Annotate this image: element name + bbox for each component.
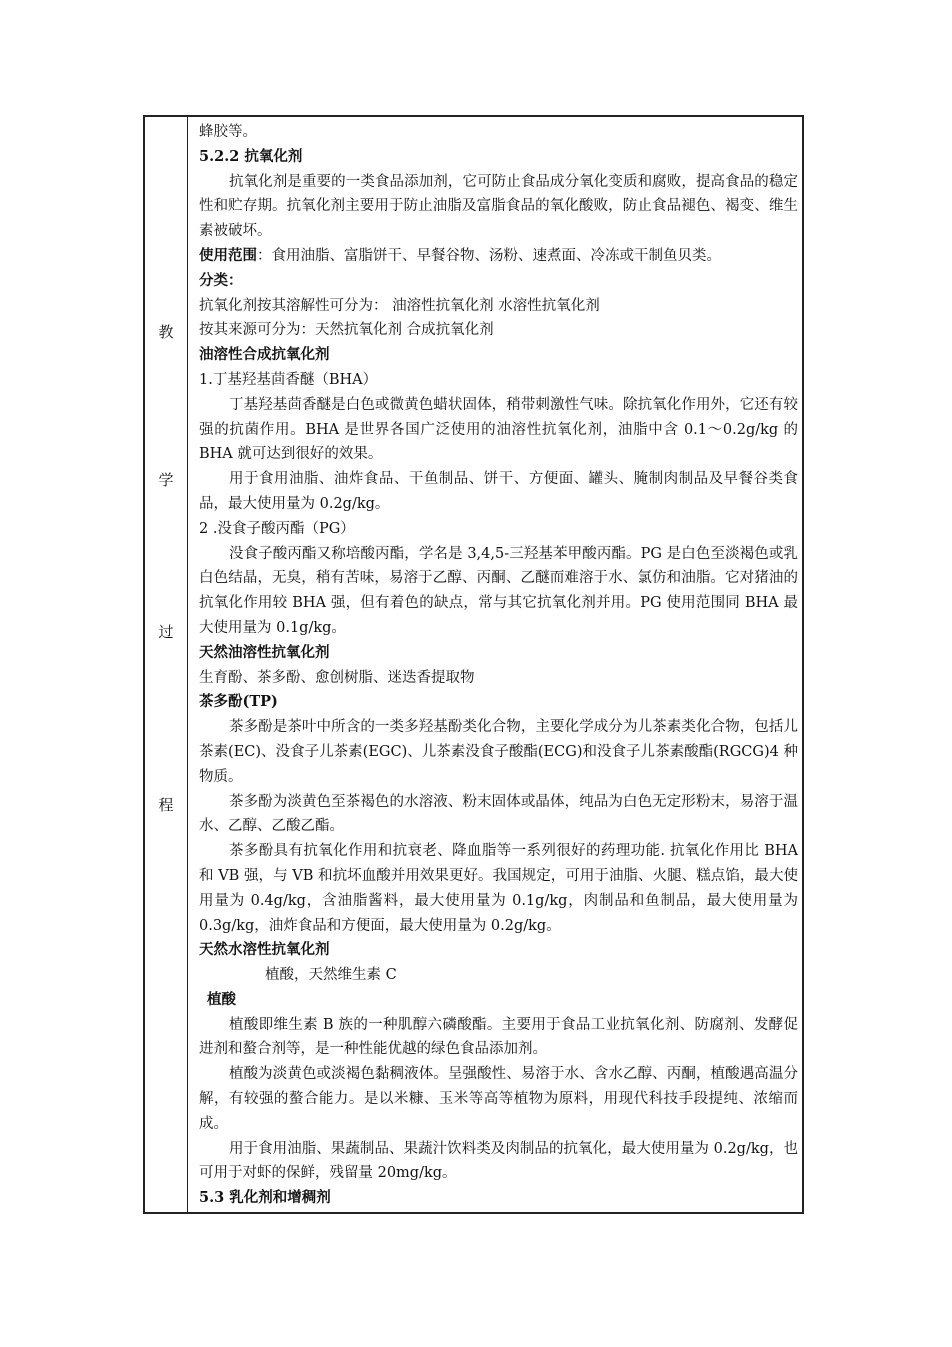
paragraph: 没食子酸丙酯又称培酸丙酯，学名是 3,4,5-三羟基苯甲酸丙酯。PG 是白色至淡褐色或乳白色结晶，无臭，稍有苦味，易溶于乙醇、丙酮、乙醚而难溶于水、氯仿和油脂。它对猪油的抗氧化作用较 BHA 强，但有着色的缺点，常与其它抗氧化剂并用。PG 使用范围同 BHA 最大使用量为 0.1g/kg。: [199, 545, 798, 636]
section-heading: 5.2.2 抗氧化剂: [199, 147, 303, 165]
section-heading: 植酸: [207, 990, 236, 1008]
text-line: 按其来源可分为：天然抗氧化剂 合成抗氧化剂: [199, 322, 494, 339]
lesson-content: [188, 117, 802, 1212]
text-line: 生育酚、茶多酚、愈创树脂、迷迭香提取物: [199, 669, 475, 686]
paragraph: 茶多酚为淡黄色至茶褐色的水溶液、粉末固体或晶体，纯品为白色无定形粉末，易溶于温水、乙醇、乙酸乙酯。: [199, 793, 798, 835]
side-label-cheng: 程: [158, 796, 174, 814]
section-heading: 天然水溶性抗氧化剂: [199, 941, 330, 959]
section-heading: 5.3 乳化剂和增稠剂: [199, 1189, 331, 1207]
paragraph: 用于食用油脂、油炸食品、干鱼制品、饼干、方便面、罐头、腌制肉制品及早餐谷类食品，最大使用量为 0.2g/kg。: [199, 471, 798, 512]
side-label-jiao: 教: [158, 323, 174, 341]
text-line: 蜂胶等。: [199, 124, 257, 140]
paragraph: 抗氧化剂是重要的一类食品添加剂，它可防止食品成分氧化变质和腐败，提高食品的稳定性和贮存期。抗氧化剂主要用于防止油脂及富脂食品的氧化酸败，防止食品褪色、褐变、维生素被破坏。: [199, 173, 798, 240]
paragraph: 用于食用油脂、果蔬制品、果蔬汁饮料类及肉制品的抗氧化，最大使用量为 0.2g/kg，也可用于对虾的保鲜，残留量 20mg/kg。: [199, 1140, 798, 1182]
paragraph: 丁基羟基茴香醚是白色或微黄色蜡状固体，稍带刺激性气味。除抗氧化作用外，它还有较强的抗菌作用。BHA 是世界各国广泛使用的油溶性抗氧化剂，油脂中含 0.1～0.2g/kg 的 BHA 就可达到很好的效果。: [199, 396, 798, 463]
side-label-guo: 过: [158, 623, 174, 641]
text-line: 2 .没食子酸丙酯（PG）: [199, 520, 355, 537]
section-heading: 油溶性合成抗氧化剂: [199, 346, 330, 364]
lesson-table: [143, 115, 804, 1214]
text-line: 抗氧化剂按其溶解性可分为： 油溶性抗氧化剂 水溶性抗氧化剂: [199, 297, 600, 314]
paragraph: 茶多酚是茶叶中所含的一类多羟基酚类化合物，主要化学成分为儿茶素类化合物，包括儿茶素(EC)、没食子儿茶素(EGC)、儿茶素没食子酸酯(ECG)和没食子儿茶素酸酯(RGCG)4 种物质。: [199, 719, 798, 785]
usage-range-label: 使用范围: [199, 246, 257, 264]
paragraph: 茶多酚具有抗氧化作用和抗衰老、降血脂等一系列很好的药理功能. 抗氧化作用比 BHA 和 VB 强，与 VB 和抗坏血酸并用效果更好。我国规定，可用于油脂、火腿、糕点馅，最大使用量为 0.4g/kg，含油脂酱料，最大使用量为 0.1g/kg，肉制品和鱼制品，最大使用量为 0.3g/kg，油炸食品和方便面，最大使用量为 0.2g/kg。: [199, 843, 798, 934]
section-heading: 茶多酚(TP): [199, 693, 278, 711]
paragraph: 植酸为淡黄色或淡褐色黏稠液体。呈强酸性、易溶于水、含水乙醇、丙酮，植酸遇高温分解，有较强的螯合能力。是以米糠、玉米等高等植物为原料，用现代科技手段提纯、浓缩而成。: [199, 1066, 798, 1132]
usage-range-text: ：食用油脂、富脂饼干、早餐谷物、汤粉、速煮面、冷冻或干制鱼贝类。: [257, 247, 721, 264]
section-heading: 天然油溶性抗氧化剂: [199, 643, 330, 661]
side-label-xue: 学: [158, 471, 174, 489]
side-label-column: [145, 117, 188, 1212]
section-heading: 分类：: [199, 271, 243, 289]
paragraph: 植酸即维生素 B 族的一种肌醇六磷酸酯。主要用于食品工业抗氧化剂、防腐剂、发酵促进剂和螯合剂等，是一种性能优越的绿色食品添加剂。: [199, 1016, 798, 1058]
usage-range-paragraph: [199, 244, 798, 269]
text-line: 植酸，天然维生素 C: [265, 967, 397, 984]
text-line: 1.丁基羟基茴香醚（BHA）: [199, 371, 378, 388]
